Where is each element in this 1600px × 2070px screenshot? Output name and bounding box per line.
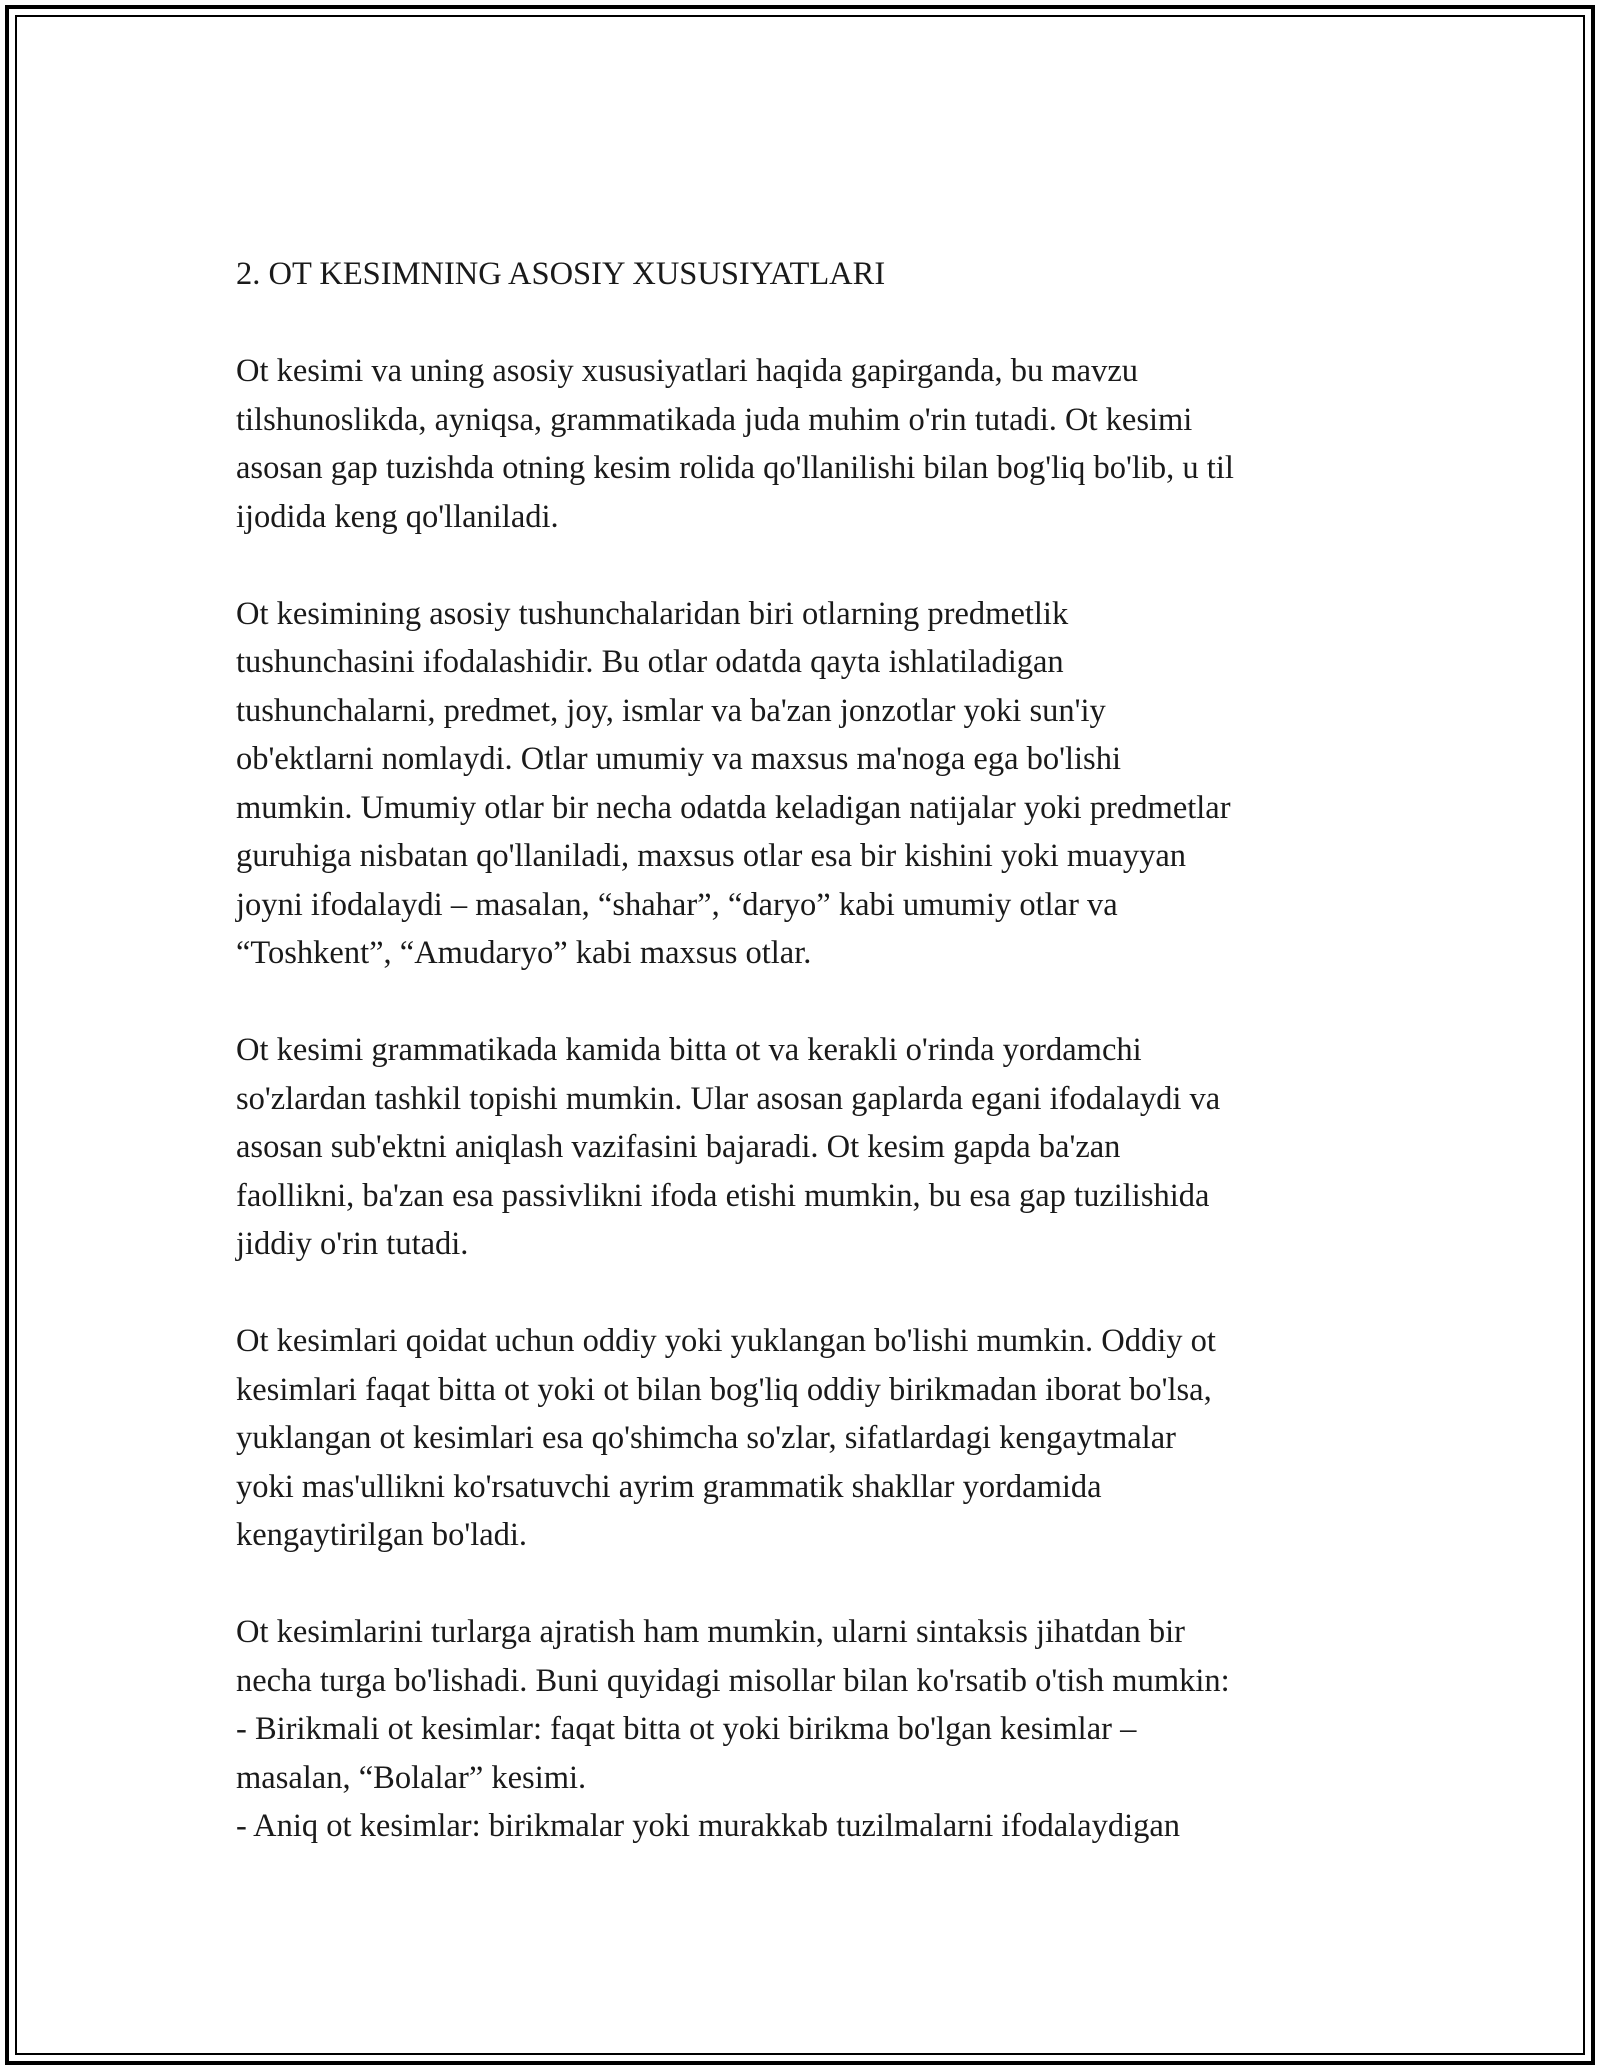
text-line: yuklangan ot kesimlari esa qo'shimcha so'zlar, sifatlardagi kengaytmalar — [236, 1420, 1176, 1456]
list-item: - Birikmali ot kesimlar: faqat bitta ot yoki birikma bo'lgan kesimlar – — [236, 1711, 1137, 1747]
text-line: kengaytirilgan bo'ladi. — [236, 1517, 528, 1553]
text-line: tilshunoslikda, ayniqsa, grammatikada juda muhim o'rin tutadi. Ot kesimi — [236, 401, 1193, 438]
text-line: “Toshkent”, “Amudaryo” kabi maxsus otlar. — [236, 935, 812, 971]
text-line: Ot kesimi va uning asosiy xususiyatlari haqida gapirganda, bu mavzu — [236, 353, 1139, 389]
text-line: mumkin. Umumiy otlar bir necha odatda keladigan natijalar yoki predmetlar — [236, 789, 1231, 826]
text-line: necha turga bo'lishadi. Buni quyidagi misollar bilan ko'rsatib o'tish mumkin: — [236, 1662, 1230, 1699]
text-line: masalan, “Bolalar” kesimi. — [236, 1759, 587, 1796]
paragraph — [236, 1317, 1376, 1560]
document-body — [236, 250, 1376, 1851]
text-line: Ot kesimlari qoidat uchun oddiy yoki yuklangan bo'lishi mumkin. Oddiy ot — [236, 1323, 1216, 1359]
text-line: ob'ektlarni nomlaydi. Otlar umumiy va maxsus ma'noga ega bo'lishi — [236, 741, 1121, 777]
text-line: guruhiga nisbatan qo'llaniladi, maxsus otlar esa bir kishini yoki muayyan — [236, 838, 1186, 874]
text-line: Ot kesimi grammatikada kamida bitta ot va kerakli o'rinda yordamchi — [236, 1032, 1142, 1068]
text-line: tushunchasini ifodalashidir. Bu otlar odatda qayta ishlatiladigan — [236, 644, 1064, 680]
text-line: asosan sub'ektni aniqlash vazifasini bajaradi. Ot kesim gapda ba'zan — [236, 1129, 1121, 1165]
text-line: faollikni, ba'zan esa passivlikni ifoda etishi mumkin, bu esa gap tuzilishida — [236, 1177, 1210, 1214]
text-line: asosan gap tuzishda otning kesim rolida qo'llanilishi bilan bog'liq bo'lib, u til — [236, 450, 1234, 486]
paragraph — [236, 1608, 1376, 1851]
paragraph — [236, 1026, 1376, 1269]
text-line: yoki mas'ullikni ko'rsatuvchi ayrim grammatik shakllar yordamida — [236, 1468, 1102, 1505]
list-item: - Aniq ot kesimlar: birikmalar yoki murakkab tuzilmalarni ifodalaydigan — [236, 1808, 1181, 1844]
text-line: Ot kesimlarini turlarga ajratish ham mumkin, ularni sintaksis jihatdan bir — [236, 1614, 1185, 1650]
text-line: tushunchalarni, predmet, joy, ismlar va ba'zan jonzotlar yoki sun'iy — [236, 692, 1106, 729]
text-line: Ot kesimining asosiy tushunchalaridan biri otlarning predmetlik — [236, 595, 1069, 632]
section-heading: 2. OT KESIMNING ASOSIY XUSUSIYATLARI — [236, 256, 886, 292]
text-line: jiddiy o'rin tutadi. — [236, 1226, 469, 1262]
paragraph — [236, 590, 1376, 978]
text-line: joyni ifodalaydi – masalan, “shahar”, “daryo” kabi umumiy otlar va — [236, 886, 1118, 923]
text-line: so'zlardan tashkil topishi mumkin. Ular asosan gaplarda egani ifodalaydi va — [236, 1080, 1221, 1117]
text-line: ijodida keng qo'llaniladi. — [236, 498, 559, 535]
paragraph — [236, 347, 1376, 541]
text-line: kesimlari faqat bitta ot yoki ot bilan bog'liq oddiy birikmadan iborat bo'lsa, — [236, 1371, 1212, 1408]
